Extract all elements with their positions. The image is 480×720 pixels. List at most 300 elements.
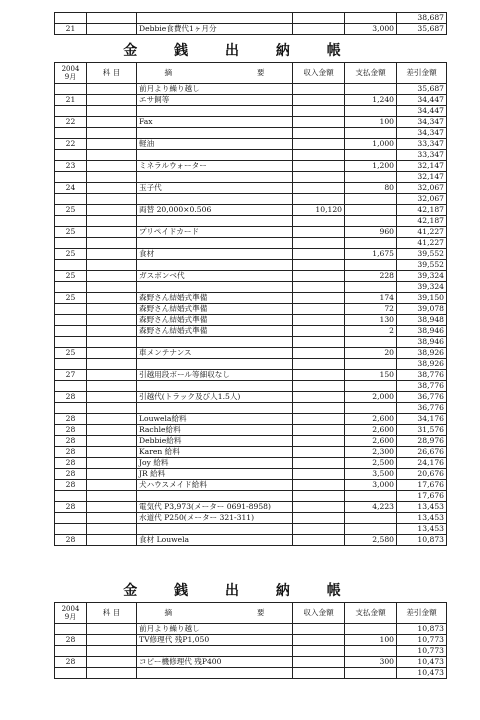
ledger-row: [55, 513, 447, 524]
entry-income: [293, 535, 345, 546]
entry-date: 28: [55, 414, 87, 425]
entry-balance: 38,926: [397, 359, 447, 370]
entry-balance: 38,687: [397, 13, 447, 24]
entry-expense: [345, 646, 397, 657]
entry-subject: [87, 535, 137, 546]
entry-balance: 10,773: [397, 635, 447, 646]
entry-description: エサ飼等: [137, 95, 293, 106]
entry-income: [293, 502, 345, 513]
entry-balance: 35,687: [397, 24, 447, 35]
entry-subject: [87, 502, 137, 513]
entry-expense: [345, 216, 397, 227]
ledger-row: [55, 315, 447, 326]
entry-expense: [345, 337, 397, 348]
description-header: [137, 603, 293, 624]
ledger-row: [55, 392, 447, 403]
entry-expense: [345, 524, 397, 535]
entry-expense: 300: [345, 657, 397, 668]
entry-subject: [87, 403, 137, 414]
entry-date: [55, 172, 87, 183]
entry-subject: [87, 205, 137, 216]
entry-balance: 39,552: [397, 260, 447, 271]
entry-expense: 228: [345, 271, 397, 282]
entry-date: 28: [55, 635, 87, 646]
ledger-row: [55, 348, 447, 359]
ledger-row: [55, 469, 447, 480]
ledger-row: [55, 282, 447, 293]
ledger-row: [55, 425, 447, 436]
entry-subject: [87, 271, 137, 282]
entry-date: 28: [55, 436, 87, 447]
entry-balance: 42,187: [397, 216, 447, 227]
entry-date: [55, 260, 87, 271]
entry-description: Louwela給料: [137, 414, 293, 425]
entry-subject: [87, 183, 137, 194]
entry-description: ミネラルウォーター: [137, 161, 293, 172]
ledger-row: [55, 524, 447, 535]
entry-expense: 174: [345, 293, 397, 304]
entry-balance: 39,324: [397, 271, 447, 282]
entry-subject: [87, 150, 137, 161]
entry-description: 前月より繰り越し: [137, 84, 293, 95]
ledger-row: [55, 106, 447, 117]
entry-date: [55, 403, 87, 414]
entry-date: 28: [55, 469, 87, 480]
entry-description: 森野さん結婚式準備: [137, 304, 293, 315]
entry-expense: 2,300: [345, 447, 397, 458]
cash-ledger-table: [54, 62, 447, 546]
entry-balance: 13,453: [397, 524, 447, 535]
entry-income: [293, 370, 345, 381]
entry-income: [293, 304, 345, 315]
entry-expense: [345, 403, 397, 414]
entry-expense: [345, 205, 397, 216]
entry-subject: [87, 491, 137, 502]
entry-expense: 80: [345, 183, 397, 194]
ledger-row: [55, 403, 447, 414]
entry-income: [293, 271, 345, 282]
description-header-left: 摘: [164, 608, 173, 617]
entry-description: [137, 403, 293, 414]
entry-date: [55, 359, 87, 370]
entry-subject: [87, 315, 137, 326]
entry-description: Fax: [137, 117, 293, 128]
entry-date: [55, 524, 87, 535]
entry-balance: 13,453: [397, 513, 447, 524]
ledger-row: [55, 95, 447, 106]
entry-expense: 100: [345, 117, 397, 128]
entry-income: [293, 524, 345, 535]
entry-description: TV修理代 残P1,050: [137, 635, 293, 646]
month-label: 9月: [64, 613, 77, 621]
entry-description: 両替 20,000×0.506: [137, 205, 293, 216]
entry-date: 28: [55, 392, 87, 403]
ledger-row: [55, 139, 447, 150]
entry-subject: [87, 139, 137, 150]
entry-subject: [87, 657, 137, 668]
entry-description: [137, 491, 293, 502]
entry-balance: 42,187: [397, 205, 447, 216]
entry-date: 25: [55, 205, 87, 216]
entry-balance: 13,453: [397, 502, 447, 513]
ledger-row: [55, 304, 447, 315]
entry-date: [55, 315, 87, 326]
entry-subject: [87, 13, 137, 24]
entry-description: Debbie給料: [137, 436, 293, 447]
entry-income: [293, 326, 345, 337]
entry-income: [293, 624, 345, 635]
entry-date: [55, 304, 87, 315]
entry-subject: [87, 414, 137, 425]
ledger-row: [55, 117, 447, 128]
entry-subject: [87, 172, 137, 183]
entry-description: 軽油: [137, 139, 293, 150]
entry-date: 28: [55, 480, 87, 491]
entry-expense: [345, 381, 397, 392]
entry-date: 25: [55, 348, 87, 359]
entry-balance: 34,447: [397, 106, 447, 117]
entry-income: [293, 469, 345, 480]
entry-expense: 1,675: [345, 249, 397, 260]
entry-subject: [87, 348, 137, 359]
entry-description: 玉子代: [137, 183, 293, 194]
entry-description: 森野さん結婚式準備: [137, 293, 293, 304]
entry-description: 引越用段ボール等細収なし: [137, 370, 293, 381]
entry-subject: [87, 624, 137, 635]
entry-balance: 39,078: [397, 304, 447, 315]
entry-expense: [345, 282, 397, 293]
entry-expense: 1,000: [345, 139, 397, 150]
entry-balance: 39,150: [397, 293, 447, 304]
entry-income: [293, 458, 345, 469]
entry-description: ガスボンベ代: [137, 271, 293, 282]
entry-expense: [345, 84, 397, 95]
entry-expense: [345, 194, 397, 205]
ledger-row: [55, 271, 447, 282]
entry-balance: 17,676: [397, 491, 447, 502]
entry-expense: [345, 359, 397, 370]
entry-date: 24: [55, 183, 87, 194]
ledger-row: [55, 84, 447, 95]
date-header: [55, 603, 87, 624]
entry-date: [55, 13, 87, 24]
entry-description: [137, 128, 293, 139]
entry-description: 犬ハウスメイド給料: [137, 480, 293, 491]
entry-subject: [87, 293, 137, 304]
entry-income: [293, 216, 345, 227]
entry-date: [55, 337, 87, 348]
entry-date: 23: [55, 161, 87, 172]
entry-date: 28: [55, 502, 87, 513]
entry-balance: 17,676: [397, 480, 447, 491]
ledger-row: [55, 624, 447, 635]
entry-income: [293, 657, 345, 668]
ledger-row: [55, 260, 447, 271]
entry-date: [55, 646, 87, 657]
entry-balance: 38,926: [397, 348, 447, 359]
entry-income: 10,120: [293, 205, 345, 216]
ledger-row: [55, 657, 447, 668]
entry-income: [293, 668, 345, 679]
entry-expense: 2,000: [345, 392, 397, 403]
expense-header: 支払金額: [345, 63, 397, 84]
entry-subject: [87, 646, 137, 657]
entry-description: プリペイドカード: [137, 227, 293, 238]
ledger-row: [55, 172, 447, 183]
year-label: 2004: [61, 605, 80, 613]
entry-balance: 38,776: [397, 381, 447, 392]
entry-expense: 2,500: [345, 458, 397, 469]
entry-income: [293, 635, 345, 646]
ledger-row: [55, 381, 447, 392]
entry-expense: [345, 238, 397, 249]
entry-description: [137, 524, 293, 535]
entry-income: [293, 183, 345, 194]
entry-balance: 10,873: [397, 624, 447, 635]
entry-expense: 3,500: [345, 469, 397, 480]
entry-expense: 2: [345, 326, 397, 337]
entry-description: [137, 150, 293, 161]
ledger-row: [55, 436, 447, 447]
entry-description: 食材: [137, 249, 293, 260]
entry-balance: 32,147: [397, 172, 447, 183]
entry-date: 25: [55, 249, 87, 260]
entry-subject: [87, 436, 137, 447]
entry-subject: [87, 95, 137, 106]
entry-income: [293, 436, 345, 447]
entry-description: コピー機修理代 残P400: [137, 657, 293, 668]
entry-description: Debbie食費代1ヶ月分: [137, 24, 293, 35]
ledger-row: [55, 205, 447, 216]
entry-balance: 38,776: [397, 370, 447, 381]
description-header-left: 摘: [164, 68, 173, 77]
entry-date: [55, 668, 87, 679]
entry-description: [137, 216, 293, 227]
entry-description: [137, 359, 293, 370]
entry-expense: 130: [345, 315, 397, 326]
ledger-row: [55, 249, 447, 260]
entry-expense: [345, 668, 397, 679]
ledger-row: [55, 535, 447, 546]
entry-income: [293, 315, 345, 326]
entry-balance: 34,447: [397, 95, 447, 106]
entry-date: 27: [55, 370, 87, 381]
entry-date: [55, 128, 87, 139]
entry-description: [137, 13, 293, 24]
ledger-row: [55, 502, 447, 513]
ledger-header-row: [55, 63, 447, 84]
entry-description: [137, 238, 293, 249]
entry-income: [293, 150, 345, 161]
entry-balance: 38,948: [397, 315, 447, 326]
entry-date: 28: [55, 425, 87, 436]
entry-date: [55, 491, 87, 502]
entry-expense: 3,000: [345, 24, 397, 35]
entry-subject: [87, 524, 137, 535]
entry-subject: [87, 370, 137, 381]
entry-date: [55, 381, 87, 392]
entry-balance: 10,873: [397, 535, 447, 546]
entry-balance: 41,227: [397, 227, 447, 238]
entry-date: [55, 624, 87, 635]
entry-subject: [87, 326, 137, 337]
entry-description: 車メンテナンス: [137, 348, 293, 359]
entry-expense: [345, 128, 397, 139]
entry-income: [293, 194, 345, 205]
entry-balance: 10,773: [397, 646, 447, 657]
entry-income: [293, 414, 345, 425]
ledger-row: [55, 293, 447, 304]
ledger-row: [55, 337, 447, 348]
entry-balance: 28,976: [397, 436, 447, 447]
entry-date: 25: [55, 293, 87, 304]
entry-balance: 36,776: [397, 392, 447, 403]
entry-subject: [87, 84, 137, 95]
entry-balance: 32,067: [397, 183, 447, 194]
ledger-row: [55, 646, 447, 657]
ledger-row: [55, 150, 447, 161]
entry-income: [293, 172, 345, 183]
entry-income: [293, 513, 345, 524]
ledger-row: [55, 668, 447, 679]
expense-header: 支払金額: [345, 603, 397, 624]
entry-subject: [87, 425, 137, 436]
entry-expense: [345, 13, 397, 24]
entry-income: [293, 392, 345, 403]
ledger-title: 金 銭 出 納 帳: [123, 43, 357, 59]
entry-description: 引越代(トラック及び人1.5人): [137, 392, 293, 403]
entry-description: 水道代 P250(メーター 321-311): [137, 513, 293, 524]
entry-income: [293, 282, 345, 293]
description-header-right: 要: [256, 608, 265, 617]
ledger-row: [55, 128, 447, 139]
entry-income: [293, 447, 345, 458]
description-header-right: 要: [256, 68, 265, 77]
entry-expense: 100: [345, 635, 397, 646]
entry-date: [55, 513, 87, 524]
entry-expense: 150: [345, 370, 397, 381]
entry-subject: [87, 227, 137, 238]
ledger-row: [55, 24, 447, 35]
income-header: 収入金額: [293, 63, 345, 84]
entry-balance: 36,776: [397, 403, 447, 414]
entry-description: Joy 給料: [137, 458, 293, 469]
entry-date: [55, 238, 87, 249]
entry-date: [55, 106, 87, 117]
entry-balance: 34,176: [397, 414, 447, 425]
previous-ledger-fragment: [54, 12, 447, 35]
entry-expense: 1,200: [345, 161, 397, 172]
date-header: [55, 63, 87, 84]
entry-income: [293, 117, 345, 128]
entry-date: [55, 282, 87, 293]
entry-income: [293, 227, 345, 238]
entry-expense: [345, 150, 397, 161]
entry-date: 22: [55, 117, 87, 128]
entry-expense: [345, 624, 397, 635]
entry-subject: [87, 117, 137, 128]
entry-balance: 20,676: [397, 469, 447, 480]
entry-subject: [87, 260, 137, 271]
ledger-row: [55, 194, 447, 205]
entry-date: 22: [55, 139, 87, 150]
entry-subject: [87, 337, 137, 348]
entry-description: [137, 172, 293, 183]
entry-balance: 39,324: [397, 282, 447, 293]
entry-expense: 2,580: [345, 535, 397, 546]
entry-description: JR 給料: [137, 469, 293, 480]
entry-date: [55, 150, 87, 161]
ledger-title: 金 銭 出 納 帳: [123, 583, 357, 599]
ledger-row: [55, 161, 447, 172]
entry-balance: 38,946: [397, 337, 447, 348]
entry-income: [293, 139, 345, 150]
balance-header: 差引金額: [397, 603, 447, 624]
entry-balance: 10,473: [397, 668, 447, 679]
entry-expense: 2,600: [345, 414, 397, 425]
entry-balance: 24,176: [397, 458, 447, 469]
entry-income: [293, 337, 345, 348]
entry-expense: 960: [345, 227, 397, 238]
entry-subject: [87, 480, 137, 491]
entry-income: [293, 161, 345, 172]
entry-description: [137, 381, 293, 392]
subject-header: 科 目: [87, 603, 137, 624]
entry-subject: [87, 216, 137, 227]
ledger-row: [55, 216, 447, 227]
subject-header: 科 目: [87, 63, 137, 84]
entry-balance: 38,946: [397, 326, 447, 337]
entry-income: [293, 359, 345, 370]
entry-description: [137, 282, 293, 293]
entry-income: [293, 348, 345, 359]
entry-expense: [345, 172, 397, 183]
entry-subject: [87, 392, 137, 403]
ledger-row: [55, 458, 447, 469]
entry-income: [293, 381, 345, 392]
entry-income: [293, 491, 345, 502]
entry-income: [293, 84, 345, 95]
entry-subject: [87, 469, 137, 480]
entry-subject: [87, 128, 137, 139]
entry-balance: 10,473: [397, 657, 447, 668]
entry-expense: [345, 106, 397, 117]
ledger-row: [55, 635, 447, 646]
entry-balance: 31,576: [397, 425, 447, 436]
entry-balance: 26,676: [397, 447, 447, 458]
entry-expense: 72: [345, 304, 397, 315]
ledger-row: [55, 183, 447, 194]
entry-expense: 2,600: [345, 436, 397, 447]
ledger-row: [55, 238, 447, 249]
entry-date: 28: [55, 447, 87, 458]
entry-subject: [87, 513, 137, 524]
entry-date: [55, 84, 87, 95]
entry-subject: [87, 381, 137, 392]
entry-description: 森野さん結婚式準備: [137, 326, 293, 337]
entry-subject: [87, 635, 137, 646]
entry-subject: [87, 282, 137, 293]
entry-description: [137, 194, 293, 205]
entry-subject: [87, 238, 137, 249]
entry-income: [293, 249, 345, 260]
ledger-row: [55, 227, 447, 238]
entry-description: [137, 106, 293, 117]
entry-balance: 33,347: [397, 150, 447, 161]
entry-expense: 2,600: [345, 425, 397, 436]
entry-description: 森野さん結婚式準備: [137, 315, 293, 326]
entry-income: [293, 425, 345, 436]
